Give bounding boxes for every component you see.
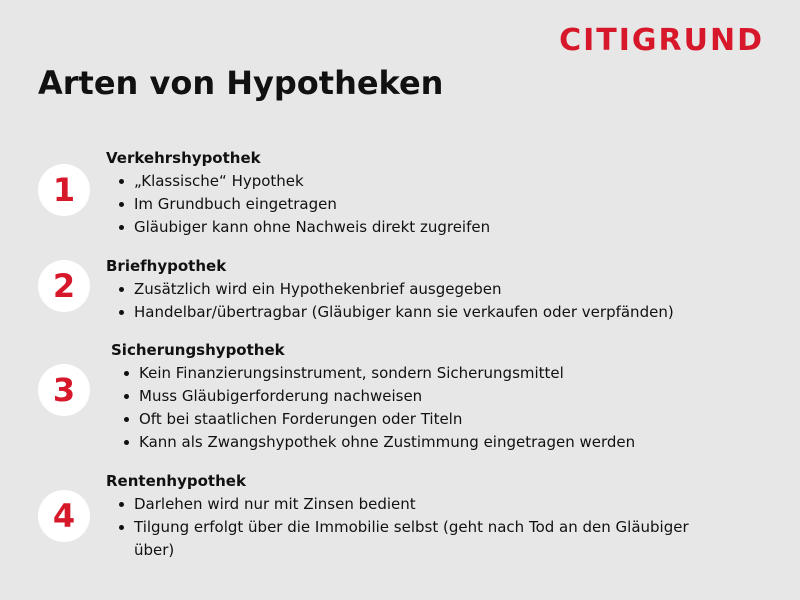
section-body [106, 471, 776, 562]
bullet-item: Zusätzlich wird ein Hypothekenbrief ausgegeben [134, 278, 776, 301]
bullet-item: Handelbar/übertragbar (Gläubiger kann sie verkaufen oder verpfänden) [134, 301, 776, 324]
section-body [111, 340, 781, 454]
bullet-list [106, 170, 776, 239]
bullet-item: Oft bei staatlichen Forderungen oder Titeln [139, 408, 781, 431]
section-title: Verkehrshypothek [106, 149, 261, 167]
bullet-item: „Klassische“ Hypothek [134, 170, 776, 193]
bullet-list [106, 493, 694, 562]
section-number-badge: 4 [38, 490, 90, 542]
section-number-badge: 3 [38, 364, 90, 416]
section-body [106, 256, 776, 324]
page-title: Arten von Hypotheken [38, 64, 444, 102]
bullet-list [106, 278, 776, 324]
brand-logo: CITIGRUND [559, 23, 764, 58]
bullet-item: Kann als Zwangshypothek ohne Zustimmung eingetragen werden [139, 431, 781, 454]
bullet-item: Tilgung erfolgt über die Immobilie selbst (geht nach Tod an den Gläubiger über) [134, 516, 694, 562]
bullet-item: Kein Finanzierungsinstrument, sondern Sicherungsmittel [139, 362, 781, 385]
section-body [106, 148, 776, 239]
bullet-item: Gläubiger kann ohne Nachweis direkt zugreifen [134, 216, 776, 239]
section-title: Sicherungshypothek [111, 341, 285, 359]
section-number-badge: 2 [38, 260, 90, 312]
bullet-list [111, 362, 781, 454]
section-number-badge: 1 [38, 164, 90, 216]
section-title: Briefhypothek [106, 257, 227, 275]
bullet-item: Muss Gläubigerforderung nachweisen [139, 385, 781, 408]
bullet-item: Darlehen wird nur mit Zinsen bedient [134, 493, 694, 516]
bullet-item: Im Grundbuch eingetragen [134, 193, 776, 216]
section-title: Rentenhypothek [106, 472, 246, 490]
